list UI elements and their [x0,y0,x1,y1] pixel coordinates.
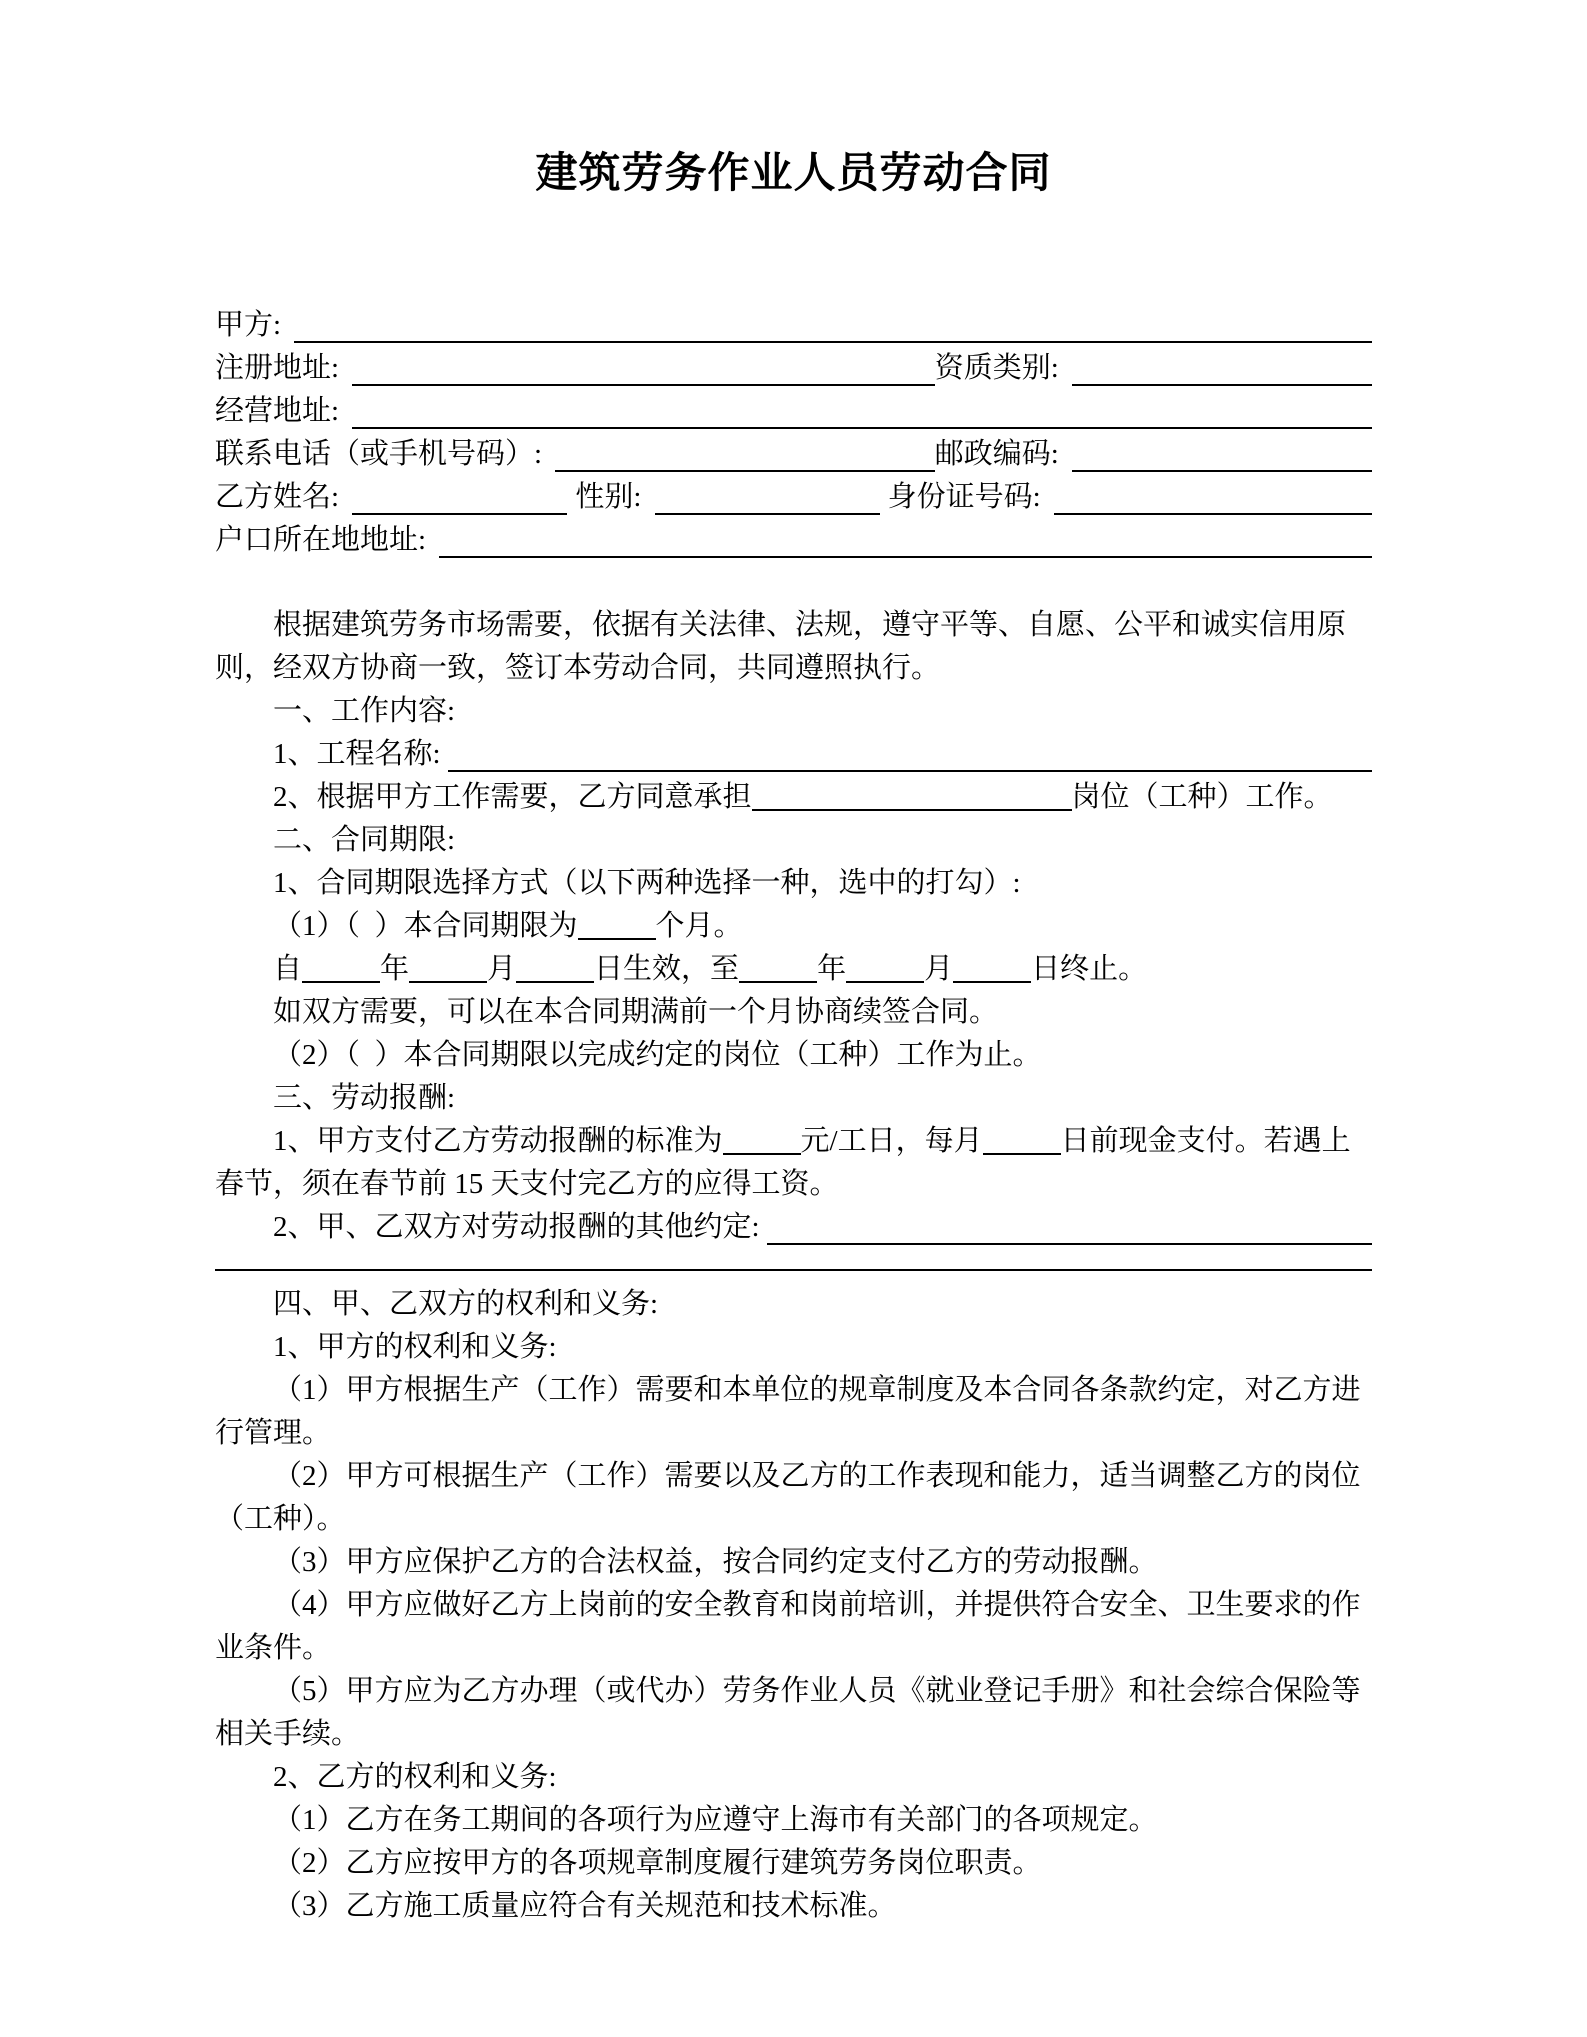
text-run: 1、甲方支付乙方劳动报酬的标准为 [273,1125,723,1157]
party-b-right-1 [215,1799,1372,1842]
text-run: 日终止。 [1031,953,1148,985]
blank-field [578,905,656,940]
text-run: （2）乙方应按甲方的各项规章制度履行建筑劳务岗位职责。 [273,1847,1042,1879]
text-run: 二、合同期限: [273,824,456,856]
blank-field [983,1120,1061,1155]
contact-phone-label: 联系电话（或手机号码）: [215,438,550,470]
party-b-name-blank [352,476,567,515]
text-run: 月 [924,953,954,985]
party-a-right-3 [215,1541,1372,1584]
contract-body [215,604,1372,1928]
document-title: 建筑劳务作业人员劳动合同 [535,151,1052,197]
registered-address-blank [352,347,934,386]
text-run: 三、劳动报酬: [273,1082,456,1114]
registered-address-row [215,347,1372,390]
text-run: 一、工作内容: [273,695,456,727]
header-form [215,304,1372,562]
text-run: 岗位（工种）工作。 [1071,781,1333,813]
postal-code-label: 邮政编码: [934,438,1066,470]
section1-heading [215,690,1372,733]
text-run: （1）甲方根据生产（工作）需要和本单位的规章制度及本合同各条款约定，对乙方进行管理。 [215,1374,1361,1449]
party-b-rights-heading [215,1756,1372,1799]
blank-field [302,948,380,983]
text-run: （5）甲方应为乙方办理（或代办）劳务作业人员《就业登记手册》和社会综合保险等相关手续。 [215,1675,1361,1750]
business-address-row [215,390,1372,433]
party-a-right-4 [215,1584,1372,1670]
text-run: 个月。 [655,910,743,942]
section4-heading [215,1283,1372,1326]
gender-label: 性别: [575,481,649,513]
text-run: 2、乙方的权利和义务: [273,1761,557,1793]
text-run: （3）甲方应保护乙方的合法权益，按合同约定支付乙方的劳动报酬。 [273,1546,1158,1578]
text-run: （1）（ ）本合同期限为 [273,910,578,942]
section-divider [215,1269,1372,1271]
term-choice-intro [215,862,1372,905]
pay-standard [215,1120,1372,1206]
text-run: （2）（ ）本合同期限以完成约定的岗位（工种）工作为止。 [273,1039,1042,1071]
text-run: 自 [273,953,303,985]
blank-field [448,733,1372,772]
postal-code-blank [1072,433,1372,472]
section2-heading [215,819,1372,862]
text-run: （3）乙方施工质量应符合有关规范和技术标准。 [273,1890,897,1922]
text-run: 日前现金支付。若遇上春节，须在春节前 15 天支付完乙方的应得工资。 [215,1125,1351,1200]
blank-field [953,948,1031,983]
party-b-name-label: 乙方姓名: [215,481,347,513]
preamble [215,604,1372,690]
renewal-note [215,991,1372,1034]
project-name [215,733,1372,776]
gender-blank [655,476,880,515]
registered-address-label: 注册地址: [215,352,347,384]
party-b-right-2 [215,1842,1372,1885]
business-address-label: 经营地址: [215,395,347,427]
text-run: （1）乙方在务工期间的各项行为应遵守上海市有关部门的各项规定。 [273,1804,1158,1836]
text-run: 1、合同期限选择方式（以下两种选择一种，选中的打勾）: [273,867,1021,899]
text-run: （2）甲方可根据生产（工作）需要以及乙方的工作表现和能力，适当调整乙方的岗位（工种）。 [215,1460,1361,1535]
qualification-category-label: 资质类别: [934,352,1066,384]
party-a-rights-heading [215,1326,1372,1369]
section3-heading [215,1077,1372,1120]
household-address-row [215,519,1372,562]
blank-field [846,948,924,983]
blank-field [739,948,817,983]
party-a-blank [294,304,1372,343]
household-address-blank [439,519,1372,558]
party-b-row [215,476,1372,519]
party-a-right-5 [215,1670,1372,1756]
text-run: 根据建筑劳务市场需要，依据有关法律、法规，遵守平等、自愿、公平和诚实信用原则，经双方协商一致，签订本劳动合同，共同遵照执行。 [215,609,1347,684]
text-run: 四、甲、乙双方的权利和义务: [273,1288,659,1320]
party-a-label: 甲方: [215,309,289,341]
text-run: 年 [380,953,410,985]
blank-field [767,1206,1372,1245]
term-dates [215,948,1372,991]
blank-field [752,776,1072,811]
contact-phone-blank [555,433,934,472]
position-agreement [215,776,1372,819]
blank-field [723,1120,801,1155]
household-address-label: 户口所在地地址: [215,524,434,556]
text-run: 年 [817,953,847,985]
blank-field [409,948,487,983]
text-run: 元/工日，每月 [800,1125,983,1157]
party-a-right-1 [215,1369,1372,1455]
party-b-right-3 [215,1885,1372,1928]
text-run: 日生效，至 [594,953,740,985]
party-a-row [215,304,1372,347]
business-address-blank [352,390,1372,429]
text-run: 月 [487,953,517,985]
party-a-right-2 [215,1455,1372,1541]
qualification-category-blank [1072,347,1372,386]
term-option1 [215,905,1372,948]
text-run: 2、甲、乙双方对劳动报酬的其他约定: [273,1211,767,1243]
text-run: （4）甲方应做好乙方上岗前的安全教育和岗前培训，并提供符合安全、卫生要求的作业条件。 [215,1589,1361,1664]
id-number-label: 身份证号码: [887,481,1048,513]
contact-phone-row [215,433,1372,476]
blank-field [516,948,594,983]
id-number-blank [1054,476,1372,515]
text-run: 1、甲方的权利和义务: [273,1331,557,1363]
pay-other-agreement [215,1206,1372,1249]
term-option2 [215,1034,1372,1077]
text-run: 如双方需要，可以在本合同期满前一个月协商续签合同。 [273,996,999,1028]
text-run: 1、工程名称: [273,738,448,770]
text-run: 2、根据甲方工作需要，乙方同意承担 [273,781,752,813]
